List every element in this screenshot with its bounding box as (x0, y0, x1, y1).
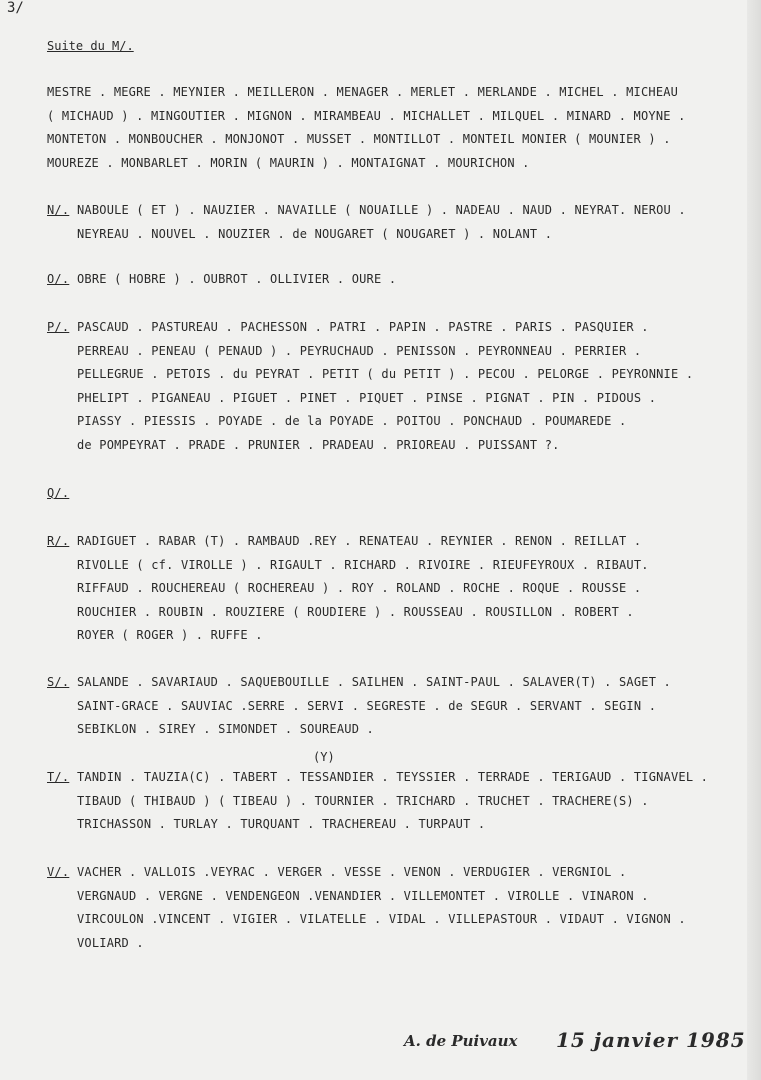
section-s (47, 671, 671, 742)
section-label: N/. (47, 203, 70, 217)
section-label: R/. (47, 534, 70, 548)
surname-line: RIVOLLE ( cf. VIROLLE ) . RIGAULT . RICHARD . RIVOIRE . RIEUFEYROUX . RIBAUT. (77, 557, 649, 572)
surname-line: NEYREAU . NOUVEL . NOUZIER . de NOUGARET ( NOUGARET ) . NOLANT . (77, 226, 553, 241)
section-label: Q/. (47, 486, 70, 500)
surname-line: TRICHASSON . TURLAY . TURQUANT . TRACHEREAU . TURPAUT . (77, 817, 486, 831)
surname-line: de POMPEYRAT . PRADE . PRUNIER . PRADEAU . PRIOREAU . PUISSANT ?. (77, 437, 560, 452)
page-number: 3/ (7, 0, 24, 16)
surname-line: SAINT-GRACE . SAUVIAC .SERRE . SERVI . SEGRESTE . de SEGUR . SERVANT . SEGIN . (77, 698, 657, 713)
section-q (47, 482, 77, 506)
surname-line: VERGNAUD . VERGNE . VENDENGEON .VENANDIER . VILLEMONTET . VIROLLE . VINARON . (77, 888, 649, 903)
surname-line: V/. VACHER . VALLOIS .VEYRAC . VERGER . VESSE . VENON . VERDUGIER . VERGNIOL . (47, 861, 686, 885)
surname-line: PERREAU . PENEAU ( PENAUD ) . PEYRUCHAUD . PENISSON . PEYRONNEAU . PERRIER . (77, 343, 642, 358)
surname-line: ROYER ( ROGER ) . RUFFE . (77, 628, 263, 642)
surname-line: R/. RADIGUET . RABAR (T) . RAMBAUD .REY . RENATEAU . REYNIER . RENON . REILLAT . (47, 530, 649, 554)
section-n (47, 199, 686, 246)
handwritten-date: 15 janvier 1985 (556, 1028, 746, 1052)
section-t (47, 766, 708, 837)
section-label: P/. (47, 320, 70, 334)
surname-line: S/. SALANDE . SAVARIAUD . SAQUEBOUILLE . SAILHEN . SAINT-PAUL . SALAVER(T) . SAGET . (47, 671, 671, 695)
surname-line: RIFFAUD . ROUCHEREAU ( ROCHEREAU ) . ROY . ROLAND . ROCHE . ROQUE . ROUSSE . (77, 581, 642, 595)
surname-line: VIRCOULON .VINCENT . VIGIER . VILATELLE . VIDAL . VILLEPASTOUR . VIDAUT . VIGNON . (77, 912, 686, 926)
page-edge-shadow (747, 0, 761, 1080)
surname-line: SEBIKLON . SIREY . SIMONDET . SOUREAUD . (77, 722, 374, 736)
section-m-continued (47, 81, 686, 175)
section-label: V/. (47, 865, 70, 879)
section-p (47, 316, 693, 457)
section-label: T/. (47, 770, 70, 784)
continuation-heading: Suite du M/. (47, 39, 134, 53)
surname-line: VOLIARD . (77, 935, 144, 950)
section-v (47, 861, 686, 955)
surname-line: PIASSY . PIESSIS . POYADE . de la POYADE . POITOU . PONCHAUD . POUMAREDE . (77, 414, 627, 428)
surname-line: MESTRE . MEGRE . MEYNIER . MEILLERON . MENAGER . MERLET . MERLANDE . MICHEL . MICHEAU (47, 85, 679, 99)
signature: A. de Puivaux (404, 1032, 518, 1050)
section-label: S/. (47, 675, 70, 689)
surname-line: PHELIPT . PIGANEAU . PIGUET . PINET . PIQUET . PINSE . PIGNAT . PIN . PIDOUS . (77, 390, 657, 405)
surname-line: N/. NABOULE ( ET ) . NAUZIER . NAVAILLE ( NOUAILLE ) . NADEAU . NAUD . NEYRAT. NEROU . (47, 199, 686, 223)
section-label: O/. (47, 272, 70, 286)
surname-line: PELLEGRUE . PETOIS . du PEYRAT . PETIT ( du PETIT ) . PECOU . PELORGE . PEYRONNIE . (77, 367, 694, 381)
surname-line: ( MICHAUD ) . MINGOUTIER . MIGNON . MIRAMBEAU . MICHALLET . MILQUEL . MINARD . MOYNE . (47, 108, 686, 123)
surname-line: P/. PASCAUD . PASTUREAU . PACHESSON . PATRI . PAPIN . PASTRE . PARIS . PASQUIER . (47, 316, 693, 340)
surname-line: ROUCHIER . ROUBIN . ROUZIERE ( ROUDIERE ) . ROUSSEAU . ROUSILLON . ROBERT . (77, 604, 634, 619)
surname-line: TIBAUD ( THIBAUD ) ( TIBEAU ) . TOURNIER . TRICHARD . TRUCHET . TRACHERE(S) . (77, 793, 649, 808)
surname-line (47, 482, 77, 506)
section-o (47, 268, 396, 292)
surname-line: MONTETON . MONBOUCHER . MONJONOT . MUSSET . MONTILLOT . MONTEIL MONIER ( MOUNIER ) . (47, 132, 671, 146)
surname-line: O/. OBRE ( HOBRE ) . OUBROT . OLLIVIER . OURE . (47, 268, 396, 292)
surname-line: MOUREZE . MONBARLET . MORIN ( MAURIN ) . MONTAIGNAT . MOURICHON . (47, 155, 530, 170)
section-r (47, 530, 649, 648)
surname-line: T/. TANDIN . TAUZIA(C) . TABERT . TESSANDIER . TEYSSIER . TERRADE . TERIGAUD . TIGNAVEL . (47, 766, 708, 790)
handwritten-annotation: (Y) (313, 750, 335, 764)
